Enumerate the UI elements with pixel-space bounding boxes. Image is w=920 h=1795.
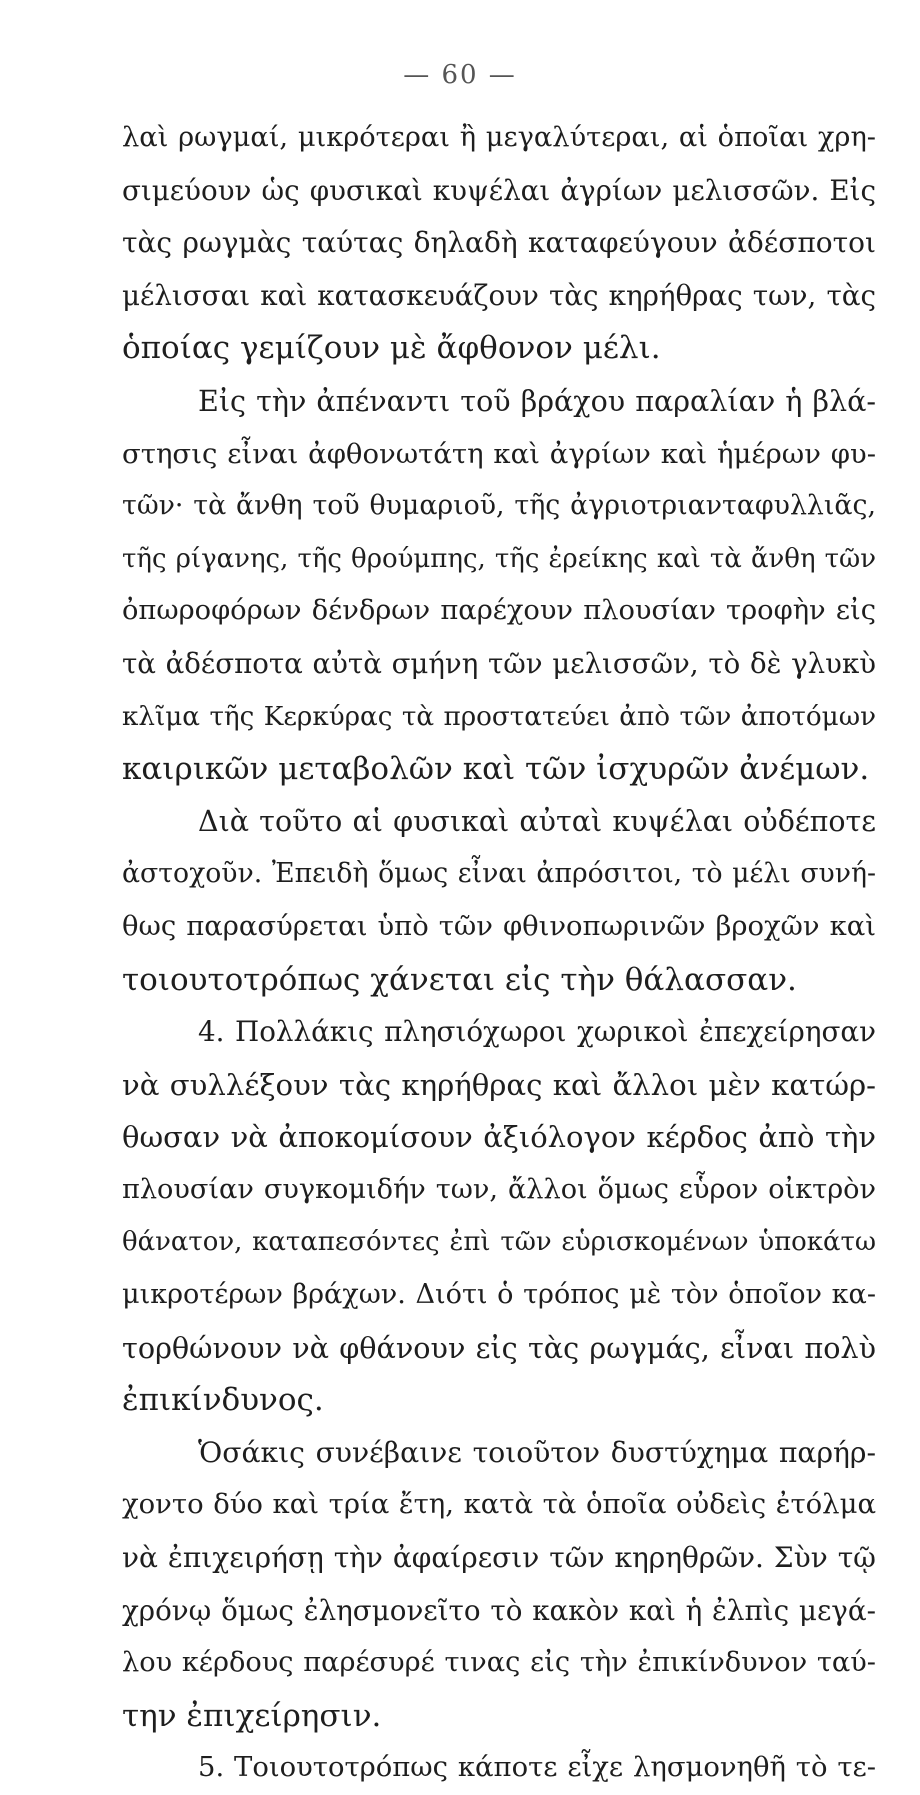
text-line: χρόνῳ ὅμως ἐλησμονεῖτο τὸ κακὸν καὶ ἡ ἐλπὶς μεγά- <box>122 1593 876 1627</box>
text-line: Διὰ τοῦτο αἱ φυσικαὶ αὐταὶ κυψέλαι οὐδέποτε <box>198 804 876 838</box>
text-line: ὁποίας γεμίζουν μὲ ἄφθονον μέλι. <box>122 330 661 367</box>
page-number: — 60 — <box>403 60 517 90</box>
text-line: μικροτέρων βράχων. Διότι ὁ τρόπος μὲ τὸν ὁποῖον κα- <box>122 1279 876 1311</box>
text-line: τοιουτοτρόπως χάνεται εἰς τὴν θάλασσαν. <box>122 961 797 998</box>
text-line: τῆς ρίγανης, τῆς θρούμπης, τῆς ἐρείκης καὶ τὰ ἄνθη τῶν <box>122 543 876 574</box>
text-line: θωσαν νὰ ἀποκομίσουν ἀξιόλογον κέρδος ἀπὸ τὴν <box>122 1120 876 1155</box>
text-line: λαὶ ρωγμαί, μικρότεραι ἢ μεγαλύτεραι, αἱ ὁποῖαι χρη- <box>122 122 876 153</box>
body-text <box>122 112 876 1795</box>
text-line: Ὁσάκις συνέβαινε τοιοῦτον δυστύχημα παρήρ- <box>198 1435 876 1469</box>
text-line: ἐπικίνδυνος. <box>122 1382 324 1419</box>
text-line: χοντο δύο καὶ τρία ἔτη, κατὰ τὰ ὁποῖα οὐδεὶς ἐτόλμα <box>122 1489 876 1521</box>
text-line: τῶν· τὰ ἄνθη τοῦ θυμαριοῦ, τῆς ἀγριοτριανταφυλλιᾶς, <box>122 490 876 522</box>
text-line: καιρικῶν μεταβολῶν καὶ τῶν ἰσχυρῶν ἀνέμων. <box>122 751 870 788</box>
text-line: θάνατον, καταπεσόντες ἐπὶ τῶν εὑρισκομένων ὑποκάτω <box>122 1227 876 1258</box>
text-line: κλῖμα τῆς Κερκύρας τὰ προστατεύει ἀπὸ τῶν ἀποτόμων <box>122 701 876 732</box>
text-line: 5. Τοιουτοτρόπως κάποτε εἶχε λησμονηθῆ τὸ τε- <box>198 1752 876 1784</box>
text-line: στησις εἶναι ἀφθονωτάτη καὶ ἀγρίων καὶ ἡμέρων φυ- <box>122 437 876 470</box>
text-line: νὰ συλλέξουν τὰς κηρήθρας καὶ ἄλλοι μὲν κατώρ- <box>122 1067 876 1102</box>
text-line: μέλισσαι καὶ κατασκευάζουν τὰς κηρήθρας των, τὰς <box>122 278 876 312</box>
text-line: ὀπωροφόρων δένδρων παρέχουν πλουσίαν τροφὴν εἰς <box>122 595 876 627</box>
text-line: σιμεύουν ὡς φυσικαὶ κυψέλαι ἀγρίων μελισσῶν. Εἰς <box>122 173 876 207</box>
text-line: νὰ ἐπιχειρήσῃ τὴν ἀφαίρεσιν τῶν κηρηθρῶν. Σὺν τῷ <box>122 1541 876 1575</box>
text-line: τὰ ἀδέσποτα αὐτὰ σμήνη τῶν μελισσῶν, τὸ δὲ γλυκὺ <box>122 646 876 680</box>
text-line: 4. Πολλάκις πλησιόχωροι χωρικοὶ ἐπεχείρησαν <box>198 1015 876 1049</box>
text-line: λου κέρδους παρέσυρέ τινας εἰς τὴν ἐπικίνδυνον ταύ- <box>122 1647 876 1679</box>
text-line: Εἰς τὴν ἀπέναντι τοῦ βράχου παραλίαν ἡ βλά- <box>198 383 876 418</box>
text-line: ἀστοχοῦν. Ἐπειδὴ ὅμως εἶναι ἀπρόσιτοι, τὸ μέλι συνή- <box>122 858 876 890</box>
text-line: τὰς ρωγμὰς ταύτας δηλαδὴ καταφεύγουν ἀδέσποτοι <box>122 226 876 260</box>
text-line: τορθώνουν νὰ φθάνουν εἰς τὰς ρωγμάς, εἶναι πολὺ <box>122 1330 876 1365</box>
text-line: την ἐπιχείρησιν. <box>122 1697 382 1734</box>
text-line: θως παρασύρεται ὑπὸ τῶν φθινοπωρινῶν βροχῶν καὶ <box>122 910 876 942</box>
text-line: πλουσίαν συγκομιδήν των, ἄλλοι ὅμως εὗρον οἰκτρὸν <box>122 1173 876 1205</box>
